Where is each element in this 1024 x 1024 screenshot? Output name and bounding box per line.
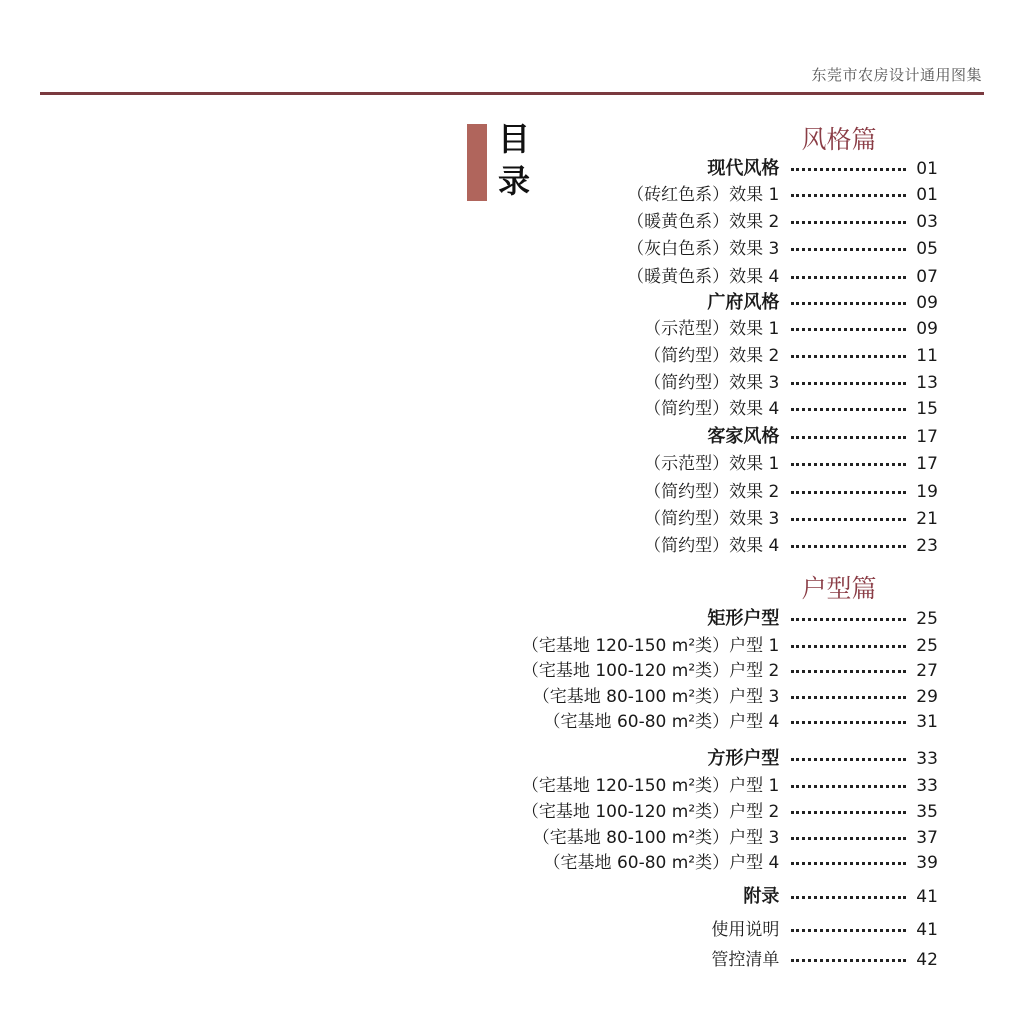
toc-entry[interactable] [500,317,944,341]
toc-entry-label: （简约型）效果 2 [644,346,780,366]
toc-entry[interactable] [500,237,944,261]
toc-entry-page: 37 [916,828,938,848]
toc-entry[interactable] [500,800,944,824]
toc-entry-label: （简约型）效果 2 [644,482,780,502]
leader-dots [791,862,906,865]
leader-dots [791,896,906,899]
leader-dots [791,721,906,724]
toc-entry[interactable] [500,210,944,234]
toc-entry[interactable] [500,948,944,972]
leader-dots [791,355,906,358]
toc-entry-label: （砖红色系）效果 1 [627,185,780,205]
toc-entry[interactable] [500,425,944,449]
leader-dots [791,645,906,648]
toc-entry-page: 11 [916,346,938,366]
toc-entry[interactable] [500,659,944,683]
toc-entry-page: 17 [916,454,938,474]
leader-dots [791,696,906,699]
toc-entry[interactable] [500,291,944,315]
leader-dots [791,837,906,840]
leader-dots [791,221,906,224]
toc-entry[interactable] [500,607,944,631]
leader-dots [791,168,906,171]
toc-entry-page: 29 [916,687,938,707]
toc-entry-label: 现代风格 [707,158,780,179]
toc-entry-label: （灰白色系）效果 3 [627,239,780,259]
toc-heading: 目录 [498,120,531,200]
leader-dots [791,194,906,197]
toc-entry-page: 41 [916,920,938,940]
leader-dots [791,382,906,385]
toc-entry-label: （简约型）效果 4 [644,536,780,556]
toc-entry-page: 09 [916,319,938,339]
leader-dots [791,436,906,439]
leader-dots [791,811,906,814]
toc-entry[interactable] [500,826,944,850]
leader-dots [791,959,906,962]
toc-entry[interactable] [500,747,944,771]
toc-entry[interactable] [500,885,944,909]
toc-entry[interactable] [500,480,944,504]
toc-entry-page: 33 [916,749,938,769]
toc-entry-page: 33 [916,776,938,796]
toc-entry-page: 15 [916,399,938,419]
leader-dots [791,758,906,761]
toc-entry-page: 21 [916,509,938,529]
leader-dots [791,785,906,788]
toc-entry-label: （宅基地 80-100 m²类）户型 3 [532,687,780,707]
toc-entry-page: 25 [916,609,938,629]
toc-entry-label: 方形户型 [707,748,780,769]
toc-entry-label: 使用说明 [711,920,780,940]
toc-entry[interactable] [500,710,944,734]
toc-entry-label: （示范型）效果 1 [644,454,780,474]
toc-entry-page: 23 [916,536,938,556]
toc-entry-label: 管控清单 [711,950,780,970]
toc-entry-label: （宅基地 120-150 m²类）户型 1 [521,636,780,656]
toc-entry[interactable] [500,685,944,709]
toc-entry[interactable] [500,397,944,421]
leader-dots [791,929,906,932]
toc-entry-page: 41 [916,887,938,907]
toc-entry[interactable] [500,183,944,207]
toc-entry-page: 01 [916,185,938,205]
toc-entry-label: （宅基地 100-120 m²类）户型 2 [521,802,780,822]
toc-entry-page: 19 [916,482,938,502]
leader-dots [791,545,906,548]
toc-entry-label: （暖黄色系）效果 4 [627,267,780,287]
toc-entry-page: 09 [916,293,938,313]
leader-dots [791,276,906,279]
toc-entry-page: 17 [916,427,938,447]
section-title-floorplan: 户型篇 [801,574,877,603]
leader-dots [791,518,906,521]
toc-entry-label: （暖黄色系）效果 2 [627,212,780,232]
toc-entry-label: （简约型）效果 3 [644,373,780,393]
leader-dots [791,328,906,331]
toc-entry[interactable] [500,452,944,476]
toc-entry-page: 01 [916,159,938,179]
toc-entry[interactable] [500,774,944,798]
toc-accent-bar [467,124,487,201]
toc-entry-label: （宅基地 120-150 m²类）户型 1 [521,776,780,796]
toc-entry[interactable] [500,371,944,395]
toc-entry-page: 31 [916,712,938,732]
toc-entry-page: 03 [916,212,938,232]
leader-dots [791,491,906,494]
toc-entry-page: 07 [916,267,938,287]
leader-dots [791,302,906,305]
leader-dots [791,248,906,251]
toc-entry-label: 广府风格 [707,292,780,313]
toc-entry[interactable] [500,507,944,531]
toc-entry-page: 39 [916,853,938,873]
toc-entry-page: 35 [916,802,938,822]
leader-dots [791,463,906,466]
toc-entry[interactable] [500,634,944,658]
toc-entry-page: 25 [916,636,938,656]
toc-entry-label: （宅基地 100-120 m²类）户型 2 [521,661,780,681]
toc-entry-page: 27 [916,661,938,681]
toc-entry-page: 13 [916,373,938,393]
leader-dots [791,618,906,621]
toc-entry-label: 客家风格 [707,426,780,447]
toc-entry-label: （宅基地 60-80 m²类）户型 4 [543,712,780,732]
toc-entry-label: （简约型）效果 4 [644,399,780,419]
toc-entry-label: （示范型）效果 1 [644,319,780,339]
toc-entry[interactable] [500,534,944,558]
toc-entry-page: 05 [916,239,938,259]
toc-entry-label: 矩形户型 [707,608,780,629]
header-title: 东莞市农房设计通用图集 [811,66,982,84]
leader-dots [791,408,906,411]
header-divider [40,92,984,95]
toc-entry-label: （简约型）效果 3 [644,509,780,529]
toc-entry[interactable] [500,851,944,875]
section-title-style: 风格篇 [801,125,877,154]
leader-dots [791,670,906,673]
toc-entry-label: （宅基地 80-100 m²类）户型 3 [532,828,780,848]
toc-entry-label: （宅基地 60-80 m²类）户型 4 [543,853,780,873]
toc-entry-page: 42 [916,950,938,970]
toc-entry[interactable] [500,265,944,289]
toc-entry[interactable] [500,344,944,368]
toc-entry-label: 附录 [743,886,780,907]
toc-entry[interactable] [500,157,944,181]
toc-entry[interactable] [500,918,944,942]
